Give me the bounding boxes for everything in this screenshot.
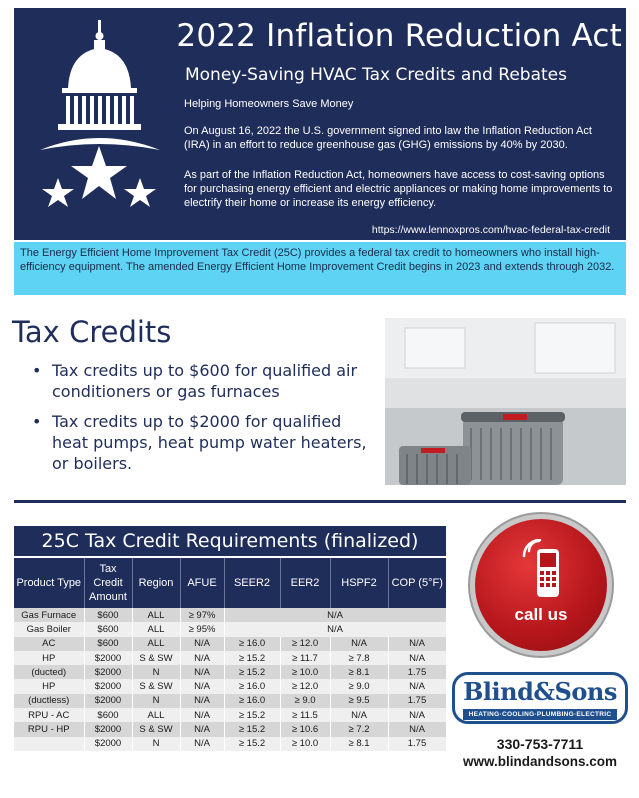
cell: 1.75 [388,694,446,708]
cell: ≥ 7.8 [330,651,388,665]
cell: ≥ 11.5 [280,708,330,722]
cell: $600 [84,708,132,722]
cell: ≥ 10.0 [280,737,330,751]
cell: Gas Furnace [14,608,84,622]
cell: ≥ 16.0 [224,694,280,708]
cell: N/A [388,651,446,665]
company-logo [452,672,628,724]
cell: ≥ 7.2 [330,722,388,736]
cell: N/A [388,722,446,736]
cell: ≥ 15.2 [224,708,280,722]
cell: ≥ 15.2 [224,722,280,736]
table-row [14,651,446,665]
cell: AC [14,637,84,651]
cell: $600 [84,622,132,636]
cell: N/A [330,708,388,722]
cell: N/A [330,637,388,651]
cell: N/A [180,679,224,693]
cell: $2000 [84,651,132,665]
cell: N/A [180,637,224,651]
cell: $2000 [84,665,132,679]
cell: N/A [388,637,446,651]
cell: ≥ 9.5 [330,694,388,708]
tax-credits-heading: Tax Credits [12,315,172,349]
cell: ≥ 12.0 [280,679,330,693]
cell: N/A [180,694,224,708]
cell: ALL [132,608,180,622]
col-seer2: SEER2 [224,558,280,608]
cell: RPU - AC [14,708,84,722]
cell: N [132,694,180,708]
phone-icon [521,539,563,601]
table-row [14,622,446,636]
table-row [14,722,446,736]
cell: S & SW [132,651,180,665]
cell [14,737,84,751]
cell: ≥ 95% [180,622,224,636]
info-banner: The Energy Efficient Home Improvement Tax Credit (25C) provides a federal tax credit to homeowners who install high-efficiency equipment. The amended Energy Efficient Home Improvement Credit begins in 2023 and extends through 2032. [14,242,626,295]
phone-number[interactable]: 330-753-7711 [496,736,584,752]
cell: (ducted) [14,665,84,679]
col-eer2: EER2 [280,558,330,608]
cell: ≥ 8.1 [330,737,388,751]
cell: ≥ 15.2 [224,665,280,679]
cell: N [132,737,180,751]
table-row [14,708,446,722]
cell: RPU - HP [14,722,84,736]
cell: N/A [180,708,224,722]
cell: HP [14,679,84,693]
cell: 1.75 [388,665,446,679]
cell: 1.75 [388,737,446,751]
table-row [14,665,446,679]
page-title: 2022 Inflation Reduction Act [176,18,622,54]
cell: N/A [224,608,446,622]
col-product-type: Product Type [14,558,84,608]
bullet-item: • Tax credits up to $2000 for qualified heat pumps, heat pump water heaters, or boilers. [30,411,375,474]
hvac-unit-icon [385,318,626,485]
website-link[interactable]: www.blindandsons.com [462,754,617,769]
cell: (ductless) [14,694,84,708]
cell: ≥ 97% [180,608,224,622]
cell: ≥ 12.0 [280,637,330,651]
col-cop: COP (5°F) [388,558,446,608]
cell: ALL [132,708,180,722]
table-row [14,679,446,693]
cell: ≥ 16.0 [224,679,280,693]
cell: S & SW [132,722,180,736]
tagline: Helping Homeowners Save Money [184,98,354,110]
cell: Gas Boiler [14,622,84,636]
hvac-units-photo [385,318,626,485]
call-us-button[interactable] [475,519,607,651]
cell: $2000 [84,737,132,751]
cell: N/A [224,622,446,636]
cell: ≥ 15.2 [224,737,280,751]
cell: ≥ 9.0 [280,694,330,708]
cell: N [132,665,180,679]
cell: N/A [388,679,446,693]
cell: ALL [132,637,180,651]
cell: $2000 [84,722,132,736]
cell: ≥ 10.6 [280,722,330,736]
cell: N/A [388,708,446,722]
col-region: Region [132,558,180,608]
cell: N/A [180,722,224,736]
col-hspf2: HSPF2 [330,558,388,608]
cell: $2000 [84,694,132,708]
table-row [14,694,446,708]
bullet-item: • Tax credits up to $600 for qualified air conditioners or gas furnaces [30,360,375,402]
call-us-label: call us [514,605,568,624]
page-subtitle: Money-Saving HVAC Tax Credits and Rebates [184,65,567,85]
cell: ≥ 15.2 [224,651,280,665]
col-tax-credit: Tax Credit Amount [84,558,132,608]
cell: S & SW [132,679,180,693]
cell: N/A [180,737,224,751]
table-row [14,637,446,651]
company-name: Blind&Sons [463,677,617,706]
cell: N/A [180,665,224,679]
ira-paragraph: As part of the Inflation Reduction Act, homeowners have access to cost-saving options for purchasing energy efficient and electric appliances or making home improvements to electrify their home or increase its energy efficiency. [184,169,613,209]
cell: ≥ 11.7 [280,651,330,665]
cell: ≥ 10.0 [280,665,330,679]
source-url: https://www.lennoxpros.com/hvac-federal-tax-credit [371,224,610,236]
table-row [14,608,446,622]
cell: N/A [180,651,224,665]
cell: $600 [84,608,132,622]
section-divider [14,500,626,503]
requirements-title: 25C Tax Credit Requirements (finalized) [14,526,446,556]
cell: $600 [84,637,132,651]
col-afue: AFUE [180,558,224,608]
cell: $2000 [84,679,132,693]
table-header-row [14,558,446,608]
cell: ALL [132,622,180,636]
requirements-table [14,558,447,751]
company-services: HEATING·COOLING·PLUMBING·ELECTRIC [463,709,617,720]
hero-panel [14,8,626,240]
cell: ≥ 16.0 [224,637,280,651]
table-row [14,737,446,751]
cell: HP [14,651,84,665]
cell: ≥ 9.0 [330,679,388,693]
cell: ≥ 8.1 [330,665,388,679]
tax-credit-bullets [30,360,375,483]
intro-paragraph: On August 16, 2022 the U.S. government signed into law the Inflation Reduction Act (IRA) in an effort to reduce greenhouse gas (GHG) emissions by 40% by 2030. [184,125,592,151]
